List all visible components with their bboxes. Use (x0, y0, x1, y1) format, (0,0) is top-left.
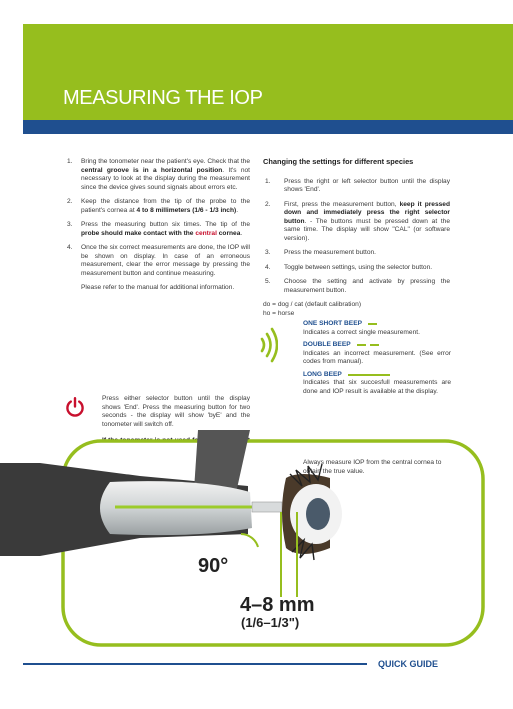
power-icon (64, 396, 86, 418)
step-item: 4. Once the six correct measurements are done, the IOP will be shown on display. In case of an erroneous measurement, clear the error message by pressing the measurement button and continue measuring. (67, 244, 250, 277)
manual-note: Please refer to the manual for additional information. (81, 284, 235, 291)
beep-short-indicator (368, 323, 377, 325)
beep-legend (303, 320, 451, 400)
eye-iris (306, 498, 330, 530)
species-horse: ho = horse (263, 309, 295, 317)
distance-inch-label: (1/6–1/3") (241, 615, 300, 630)
distance-label: 4–8 mm (240, 594, 315, 616)
settings-step: 5. Choose the setting and activate by pressing the measurement button. (265, 278, 450, 294)
power-off-instructions: Press either selector button until the display shows 'End'. Press the measuring button for two seconds - the display will show 'byE' and the tonometer will switch off. (102, 395, 250, 428)
settings-step: 1. Press the right or left selector button until the display shows 'End'. (265, 177, 450, 193)
settings-heading: Changing the settings for different species (263, 157, 414, 166)
settings-step: 2. First, press the measurement button, keep it pressed down and immediately press the right selector button. - The buttons must be pressed down at the same time. The display will show "CAL" (or software version). (265, 200, 451, 242)
angle-label: 90° (198, 555, 229, 577)
page-title: MEASURING THE IOP (63, 87, 263, 109)
beep-item: DOUBLE BEEP Indicates an incorrect measurement. (See error codes from manual). (303, 341, 451, 365)
measuring-steps (64, 158, 250, 293)
settings-step: 3. Press the measurement button. (265, 249, 376, 256)
beep-double-indicator-2 (370, 344, 379, 346)
species-settings (263, 158, 450, 318)
step-item: 2. Keep the distance from the tip of the probe to the patient's cornea at 4 to 8 millimeters (1/6 - 1/3 inch). (67, 198, 250, 214)
beep-long-indicator (348, 374, 390, 376)
species-dog: do = dog / cat (default calibration) (263, 301, 362, 308)
step-item: 1. Bring the tonometer near the patient's eye. Check that the central groove is in a horizontal position. It's not necessary to look at the display during the measurement since the device gives sound signals about errors etc. (67, 158, 250, 191)
header-stripe (23, 120, 513, 134)
probe-tip (252, 502, 282, 512)
footer-label: QUICK GUIDE (378, 659, 439, 669)
footer-rule (23, 663, 367, 665)
settings-step: 4. Toggle between settings, using the selector button. (265, 263, 433, 271)
illustration-note: Always measure IOP from the central cornea to obtain the true value. (303, 459, 442, 475)
beep-item: ONE SHORT BEEP Indicates a correct single measurement. (303, 320, 420, 336)
beep-item: LONG BEEP Indicates that six succesfull measurements are done and IOP result is available at the display. (303, 370, 451, 395)
sound-icon (260, 327, 278, 363)
step-item: 3. Press the measuring button six times. The tip of the probe should make contact with the central cornea. (67, 221, 250, 237)
beep-double-indicator-1 (357, 344, 366, 346)
